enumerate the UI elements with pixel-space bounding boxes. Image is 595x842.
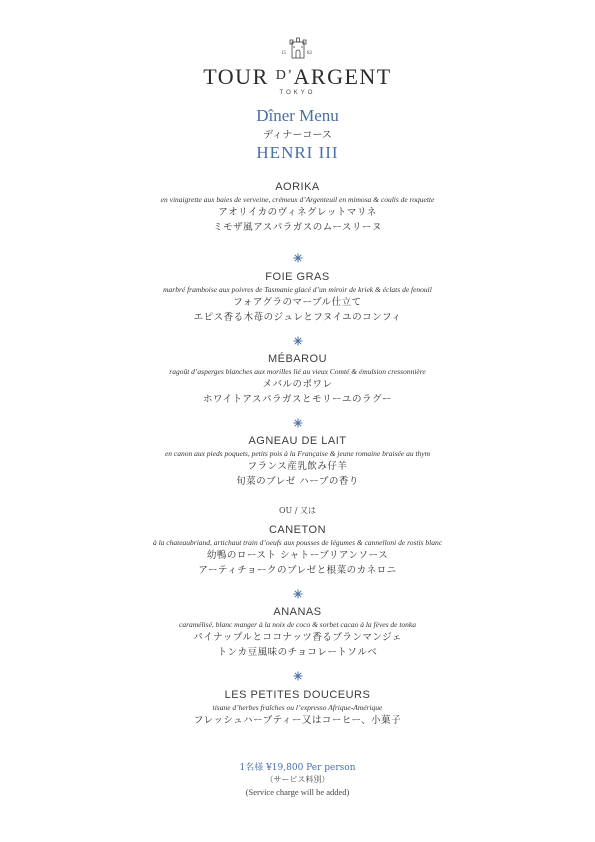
course-agneau-de-lait [0, 434, 595, 489]
course-description-jp: 幼鴨のロースト シャトーブリアンソース [206, 550, 389, 561]
separator [0, 589, 595, 599]
course-description-jp: ホワイトアスパラガスとモリーユのラグー [202, 394, 393, 405]
crest-icon [278, 32, 318, 62]
course-description-fr: à la chateaubriand, artichaut train d’oeufs aux pousses de légumes & cannelloni de rostis blanc [152, 538, 443, 547]
course-description-jp: パイナップルとココナッツ香るブランマンジェ [193, 632, 402, 643]
course-description-jp: ミモザ風アスパラガスのムースリーヌ [213, 222, 382, 233]
service-charge-jp: （サービス料別） [265, 775, 330, 784]
price: 1名様 ¥19,800 Per person [239, 763, 356, 773]
course-description-jp: エピス香る木苺のジュレとフヌイユのコンフィ [193, 312, 402, 323]
snowflake-ornament-icon [293, 589, 303, 599]
course-name: AORIKA [275, 181, 320, 193]
course-mebarou [0, 352, 595, 407]
snowflake-ornament-icon [293, 253, 303, 263]
course-description-fr: en canon aux pieds poquets, petits pois à la Française & jeune romaine braisée au thym [164, 449, 431, 458]
course-description-fr: tisane d’herbes fraîches ou l’expresso Afrique-Amérique [212, 703, 383, 712]
brand-apos: D’ [275, 68, 294, 83]
course-foie-gras [0, 270, 595, 325]
or-divider: OU / 又は [278, 506, 317, 515]
snowflake-ornament-icon [293, 418, 303, 428]
course-name: FOIE GRAS [265, 271, 330, 283]
course-name: CANETON [268, 524, 327, 536]
menu-name: HENRI III [256, 143, 339, 162]
course-description-fr: ragoût d’asperges blanches aux morilles lié au vieux Comté & émulsion cressonnière [169, 367, 426, 376]
course-description-fr: en vinaigrette aux baies de verveine, crémeux d’Argenteuil en mimosa & coulis de roquette [160, 195, 435, 204]
course-description-jp: メバルのポワレ [262, 379, 333, 390]
separator [0, 418, 595, 428]
brand-rest: ARGENT [293, 64, 392, 89]
separator [0, 671, 595, 681]
course-aorika [0, 180, 595, 235]
course-caneton [0, 523, 595, 578]
course-name: MÉBAROU [267, 353, 328, 365]
course-description-jp: フォアグラのマーブル仕立て [233, 297, 362, 308]
snowflake-ornament-icon [293, 336, 303, 346]
brand-name [0, 64, 595, 89]
menu-title: Dîner Menu [256, 106, 339, 125]
course-name: AGNEAU DE LAIT [248, 435, 347, 447]
course-description-jp: フランス産乳飲み仔羊 [247, 461, 348, 472]
course-description-jp: 旬菜のブレゼ ハーブの香り [236, 476, 359, 487]
course-description-jp: フレッシュハーブティー又はコーヒー、小菓子 [193, 715, 402, 726]
separator [0, 253, 595, 263]
course-description-jp: トンカ豆風味のチョコレートソルベ [217, 647, 378, 658]
course-description-fr: caramélisé, blanc manger à la noix de coco & sorbet cacao à la fèves de tonka [178, 620, 417, 629]
brand-main: TOUR [203, 64, 269, 89]
crest-year-left: 15 [280, 51, 286, 56]
course-name: LES PETITES DOUCEURS [224, 689, 371, 701]
brand-location: TOKYO [279, 90, 316, 96]
course-description-jp: アオリイカのヴィネグレットマリネ [218, 207, 377, 218]
menu-title-jp: ディナーコース [263, 130, 332, 141]
separator [0, 336, 595, 346]
crest-year-right: 82 [306, 51, 312, 56]
service-charge-en: (Service charge will be added) [245, 787, 350, 797]
course-name: ANANAS [273, 606, 322, 618]
snowflake-ornament-icon [293, 671, 303, 681]
logo [0, 32, 595, 96]
course-petites-douceurs [0, 688, 595, 728]
course-description-jp: アーティチョークのブレゼと根菜のカネロニ [198, 565, 397, 576]
course-description-fr: marbré framboise aux poivres de Tasmanie glacé d’un miroir de kriek & éclats de fenouil [163, 285, 432, 294]
course-ananas [0, 605, 595, 660]
